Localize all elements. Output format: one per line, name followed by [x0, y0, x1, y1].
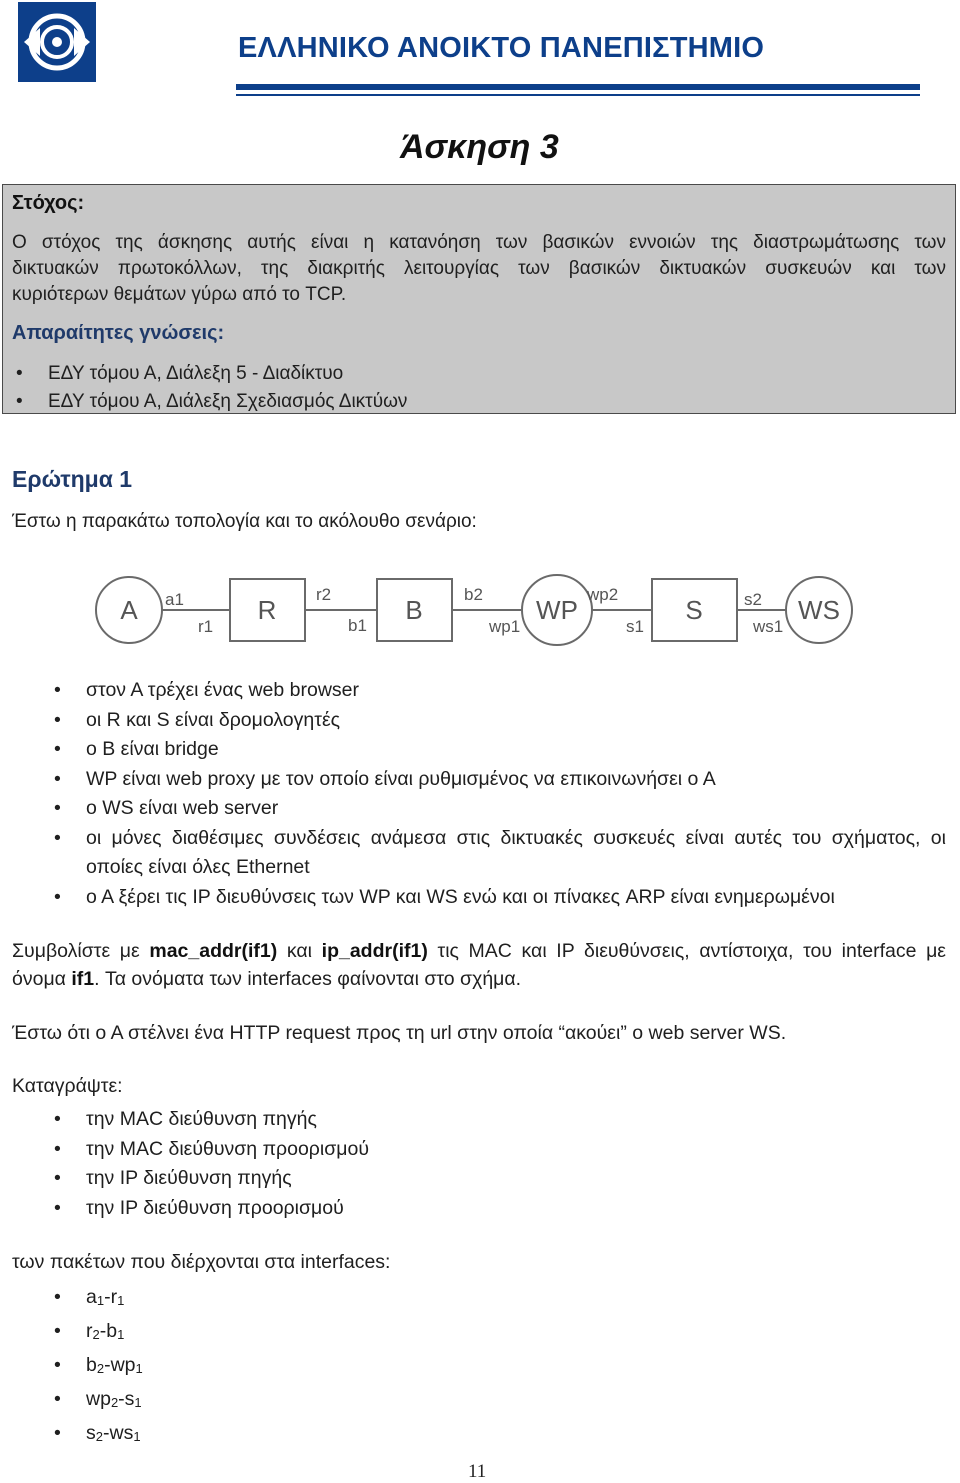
objective-label: Στόχος: [12, 192, 85, 214]
node-label: S [685, 595, 703, 625]
bullet-icon: • [54, 1286, 61, 1308]
list-item [50, 1135, 369, 1165]
header-rule-thin [236, 94, 920, 96]
interface-label: b1 [348, 616, 367, 635]
record-list [50, 1105, 369, 1223]
bullet-icon: • [54, 826, 61, 849]
record-label: Καταγράψτε: [12, 1075, 123, 1097]
bullet-icon: • [54, 738, 61, 760]
university-logo [18, 2, 96, 82]
bullet-icon: • [16, 363, 23, 384]
bullet-icon: • [54, 708, 61, 731]
notation-text: Συμβολίστε με [12, 940, 150, 962]
list-item [50, 706, 946, 736]
list-item [50, 676, 946, 706]
list-item [50, 1164, 369, 1194]
node-label: WS [798, 595, 840, 625]
objective-text [12, 230, 946, 308]
node-label: WP [536, 595, 578, 625]
interface-pair: $wp_2-s_1$ [86, 1388, 142, 1410]
objective-line: Ο στόχος της άσκησης αυτής είναι η κατανόηση των βασικών εννοιών της διαστρωμάτωσης των [12, 232, 946, 253]
interface-pair: $b_2-wp_1$ [86, 1354, 143, 1376]
scenario-text: οι μόνες διαθέσιμες συνδέσεις ανάμεσα στις δικτυακές συσκευές είναι αυτές του σχήματος, οι οποίες είναι όλες Ethernet [86, 826, 946, 878]
network-topology-diagram [0, 565, 960, 665]
bullet-icon: • [54, 797, 61, 819]
interface-label: r1 [198, 617, 214, 636]
node-label: A [120, 595, 138, 625]
interface-label: wp2 [587, 585, 619, 604]
record-text: την MAC διεύθυνση πηγής [86, 1108, 317, 1130]
list-item [50, 1350, 143, 1384]
objective-line: δικτυακών πρωτοκόλλων, της διακριτής λειτουργίας των βασικών δικτυακών συσκευών και των [12, 258, 946, 279]
list-item [50, 1316, 143, 1350]
scenario-text: ο WS είναι web server [86, 797, 279, 819]
list-item [50, 794, 946, 824]
list-item [50, 765, 946, 795]
interface-label: ws1 [753, 617, 784, 636]
prerequisite-text: ΕΔΥ τόμου Α, Διάλεξη 5 - Διαδίκτυο [48, 363, 344, 384]
interface-label: a1 [165, 590, 184, 609]
prerequisites-label: Απαραίτητες γνώσεις: [12, 322, 225, 344]
interface-notation: if1 [71, 968, 95, 990]
university-name: ΕΛΛΗΝΙΚΟ ΑΝΟΙΚΤΟ ΠΑΝΕΠΙΣΤΗΜΙΟ [238, 32, 765, 64]
ip-notation: ip_addr(if1) [321, 940, 428, 962]
bullet-icon: • [54, 679, 61, 701]
mac-notation: mac_addr(if1) [149, 940, 278, 962]
list-item [50, 1282, 143, 1316]
record-text: την IP διεύθυνση πηγής [86, 1167, 292, 1189]
bullet-icon: • [16, 391, 23, 412]
list-item [50, 1194, 369, 1224]
scenario-text: στον Α τρέχει ένας web browser [86, 679, 359, 701]
prerequisite-text: ΕΔΥ τόμου Α, Διάλεξη Σχεδιασμός Δικτύων [48, 391, 408, 412]
list-item [50, 883, 946, 913]
request-paragraph: Έστω ότι ο Α στέλνει ένα HTTP request προς τη url στην οποία “ακούει” ο web server WS. [12, 1022, 787, 1044]
interface-label: wp1 [489, 617, 521, 636]
scenario-text: ο Α ξέρει τις IP διευθύνσεις των WP και WS ενώ και οι πίνακες ARP είναι ενημερωμένοι [86, 885, 835, 908]
notation-text: τις MAC και IP διευθύνσεις, αντίστοιχα, του interface με όνομα [12, 940, 947, 990]
interface-label: r2 [316, 585, 332, 604]
interface-pair: $s_2-ws_1$ [86, 1422, 141, 1444]
list-item [50, 1105, 369, 1135]
exercise-title: Άσκηση 3 [400, 128, 559, 166]
packets-list [50, 1282, 143, 1452]
bullet-icon: • [54, 767, 61, 790]
logo-emblem-icon [18, 2, 96, 82]
bullet-icon: • [54, 1137, 61, 1160]
bullet-icon: • [54, 1320, 61, 1342]
scenario-text: ο Β είναι bridge [86, 738, 219, 760]
notation-text: και [277, 940, 322, 962]
list-item [50, 1418, 143, 1452]
bullet-icon: • [54, 1388, 61, 1410]
bullet-icon: • [54, 1354, 61, 1376]
bullet-icon: • [54, 1108, 61, 1130]
record-text: την MAC διεύθυνση προορισμού [86, 1137, 370, 1160]
list-item [12, 388, 407, 416]
interface-label: b2 [464, 585, 483, 604]
question-title: Ερώτημα 1 [12, 466, 133, 492]
intro-text: Έστω η παρακάτω τοπολογία και το ακόλουθο σενάριο: [12, 511, 477, 532]
bullet-icon: • [54, 1167, 61, 1189]
prerequisites-list [12, 360, 407, 416]
notation-text: . Τα ονόματα των interfaces φαίνονται στο σχήμα. [94, 968, 522, 990]
record-text: την IP διεύθυνση προορισμού [86, 1196, 344, 1219]
list-item [12, 360, 407, 388]
list-item [50, 1384, 143, 1418]
node-label: R [257, 595, 277, 625]
bullet-icon: • [54, 1196, 61, 1219]
scenario-list [50, 676, 946, 912]
interface-pair: $r_2-b_1$ [86, 1320, 125, 1342]
scenario-text: οι R και S είναι δρομολογητές [86, 708, 341, 731]
interface-pair: $a_1-r_1$ [86, 1286, 125, 1308]
header-rule-thick [236, 84, 920, 90]
packets-label: των πακέτων που διέρχονται στα interfaces: [12, 1251, 391, 1273]
interface-label: s1 [626, 617, 644, 636]
list-item [50, 824, 946, 883]
bullet-icon: • [54, 1422, 61, 1444]
page-number: 11 [468, 1461, 487, 1482]
notation-paragraph [12, 937, 946, 993]
list-item [50, 735, 946, 765]
node-label: B [405, 595, 423, 625]
scenario-text: WP είναι web proxy με τον οποίο είναι ρυθμισμένος να επικοινωνήσει ο Α [86, 767, 716, 790]
objective-line: κυριότερων θεμάτων γύρω από το TCP. [12, 284, 347, 305]
interface-label: s2 [744, 590, 762, 609]
bullet-icon: • [54, 885, 61, 908]
